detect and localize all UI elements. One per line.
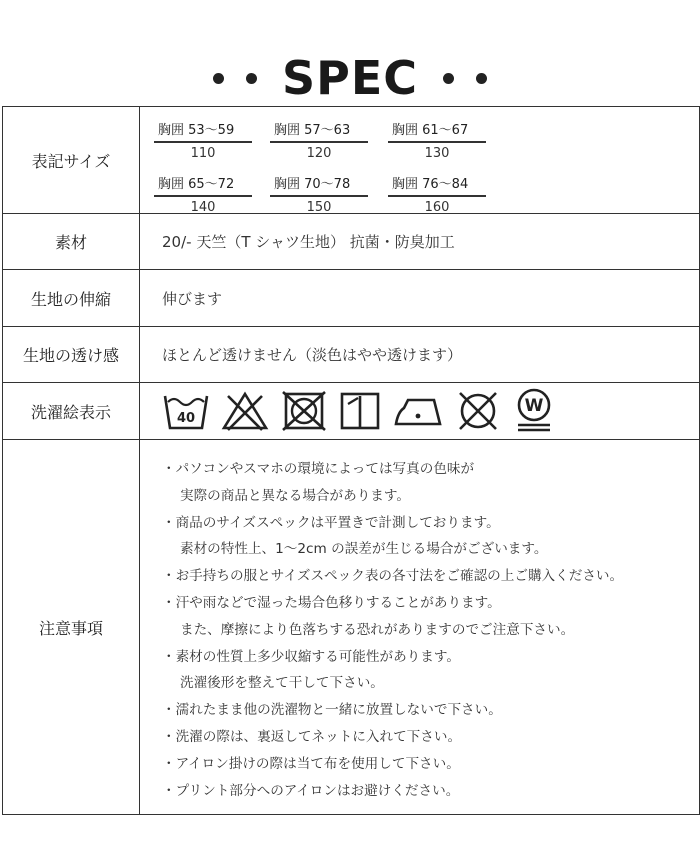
material-label: 素材 (3, 214, 140, 270)
note-line: ・パソコンやスマホの環境によっては写真の色味が (162, 461, 475, 477)
wash-temp-text: 40 (176, 411, 196, 426)
note-line: ・汗や雨などで湿った場合色移りすることがあります。 (162, 594, 501, 611)
notes-cell (140, 440, 700, 815)
note-continuation (162, 536, 699, 563)
bullet-dot (213, 73, 224, 84)
note-continuation-text: また、摩擦により色落ちする恐れがありますのでご注意下さい。 (180, 621, 575, 638)
bullet-dot (443, 73, 454, 84)
notes-list (162, 440, 699, 814)
size-chest: 胸囲 57〜63 (274, 123, 351, 138)
size-label: 表記サイズ (3, 107, 140, 214)
bullet-dot (246, 73, 257, 84)
note-line: ・濡れたまま他の洗濯物と一緒に放置しないで下さい。 (162, 702, 502, 719)
no-dry-clean-icon (454, 390, 502, 432)
material-row (3, 214, 700, 270)
iron-low-icon (392, 390, 444, 432)
size-number: 150 (306, 199, 332, 215)
size-entry (388, 119, 486, 161)
note-continuation-text: 実際の商品と異なる場合があります。 (180, 487, 411, 504)
note-line: ・お手持ちの服とサイズスペック表の各寸法をご確認の上ご購入ください。 (162, 568, 624, 585)
size-divider (388, 141, 486, 143)
size-divider (270, 195, 368, 197)
sheerness-label: 生地の透け感 (3, 327, 140, 383)
note-line: ・素材の性質上多少収縮する可能性があります。 (162, 648, 460, 665)
note-continuation-text: 素材の特性上、1〜2cm の誤差が生じる場合がございます。 (180, 541, 548, 558)
size-number: 120 (306, 145, 332, 161)
sheerness-row (3, 327, 700, 383)
size-number: 140 (190, 199, 216, 215)
note-continuation-text: 洗濯後形を整えて干して下さい。 (180, 675, 384, 692)
size-entry (154, 119, 252, 161)
wash-40-icon (162, 390, 210, 432)
notes-label: 注意事項 (3, 440, 140, 815)
size-divider (388, 195, 486, 197)
laundry-label: 洗濯絵表示 (3, 383, 140, 440)
note-line: ・アイロン掛けの際は当て布を使用して下さい。 (162, 755, 460, 772)
note-continuation (162, 483, 699, 510)
size-entry (270, 119, 368, 161)
laundry-icons (162, 383, 699, 439)
spec-header (0, 48, 700, 108)
laundry-icons-cell (140, 383, 700, 440)
material-value: 20/- 天竺（T シャツ生地） 抗菌・防臭加工 (140, 214, 700, 270)
size-chest: 胸囲 61〜67 (392, 123, 469, 138)
no-tumble-dry-icon (280, 390, 328, 432)
bullet-dot (476, 73, 487, 84)
size-row (3, 107, 700, 214)
size-value-cell (140, 107, 700, 214)
size-divider (154, 195, 252, 197)
size-number: 160 (424, 199, 450, 215)
note-continuation (162, 617, 699, 644)
size-chest: 胸囲 76〜84 (392, 177, 469, 192)
notes-row (3, 440, 700, 815)
spec-table (2, 106, 700, 815)
size-number: 130 (424, 145, 450, 161)
line-dry-icon (338, 390, 382, 432)
note-line: ・洗濯の際は、裏返してネットに入れて下さい。 (162, 728, 462, 745)
size-number: 110 (190, 145, 216, 161)
stretch-value: 伸びます (140, 270, 700, 327)
size-entry (154, 173, 252, 215)
sheerness-value: ほとんど透けません（淡色はやや透けます） (140, 327, 700, 383)
stretch-row (3, 270, 700, 327)
stretch-label: 生地の伸縮 (3, 270, 140, 327)
size-chest: 胸囲 65〜72 (158, 177, 235, 192)
wet-clean-icon (512, 387, 556, 435)
note-continuation (162, 670, 699, 697)
size-divider (270, 141, 368, 143)
no-bleach-icon (220, 390, 270, 432)
size-chest: 胸囲 53〜59 (158, 123, 235, 138)
size-chest: 胸囲 70〜78 (274, 177, 351, 192)
size-entry (388, 173, 486, 215)
note-line: ・プリント部分へのアイロンはお避けください。 (162, 782, 460, 799)
size-divider (154, 141, 252, 143)
size-grid (140, 109, 699, 215)
page-title: SPEC (281, 51, 419, 105)
note-line: ・商品のサイズスペックは平置きで計測しております。 (162, 514, 500, 531)
laundry-row (3, 383, 700, 440)
size-entry (270, 173, 368, 215)
wet-clean-text: W (524, 396, 544, 416)
